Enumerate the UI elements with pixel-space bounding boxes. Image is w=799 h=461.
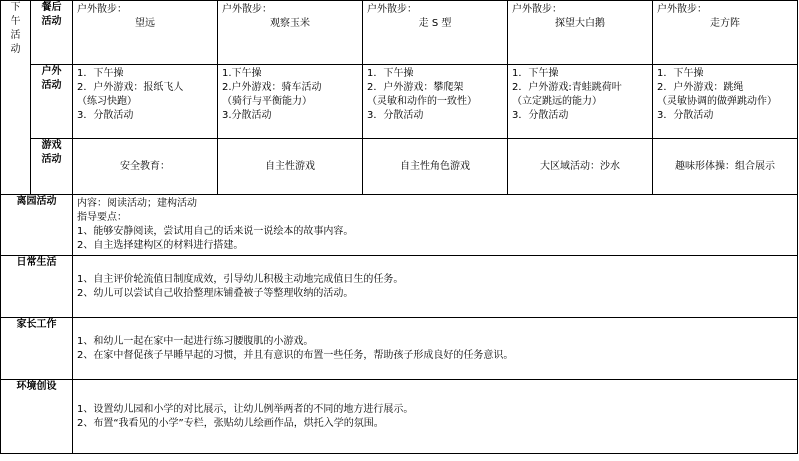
cell-prefix: 户外散步： <box>222 4 272 15</box>
list-item: 3．分散活动 <box>77 110 134 121</box>
content-line: 2、布置“我看见的小学”专栏，张贴幼儿绘画作品，烘托入学的氛围。 <box>77 417 384 429</box>
content-line: 2、自主选择建构区的材料进行搭建。 <box>77 240 244 251</box>
after-meal-cell-3 <box>363 1 508 65</box>
afternoon-label <box>1 1 31 195</box>
cell-prefix: 户外散步： <box>512 4 562 15</box>
environment-content <box>73 380 798 454</box>
content-line: 1、自主评价轮流值日制度成效，引导幼儿积极主动地完成值日生的任务。 <box>77 273 404 285</box>
games-cell-1: 安全教育： <box>73 139 218 195</box>
list-item: 3．分散活动 <box>367 110 424 121</box>
list-item: 2．户外游戏：跳绳 <box>657 82 744 93</box>
outdoor-cell-1 <box>73 65 218 139</box>
list-item: （练习快跑） <box>77 96 137 107</box>
outdoor-cell-2 <box>218 65 363 139</box>
content-line: 1、能够安静阅读，尝试用自己的话来说一说绘本的故事内容。 <box>77 226 354 237</box>
list-item: 3．分散活动 <box>657 110 714 121</box>
list-item: （骑行与平衡能力） <box>222 96 312 107</box>
leaving-content <box>73 195 798 256</box>
list-item: 1．下午操 <box>367 68 414 79</box>
content-line: 指导要点： <box>77 212 127 223</box>
cell-activity: 望远 <box>135 18 155 29</box>
list-item: 2.户外游戏：骑车活动 <box>222 82 322 93</box>
list-item: 2．户外游戏：报纸飞人 <box>77 82 184 93</box>
content-line: 内容：阅读活动；建构活动 <box>77 198 197 209</box>
list-item: 1．下午操 <box>77 68 124 79</box>
after-meal-cell-2 <box>218 1 363 65</box>
outdoor-label <box>31 65 73 139</box>
games-cell-5: 趣味形体操：组合展示 <box>653 139 798 195</box>
after-meal-cell-4 <box>508 1 653 65</box>
afternoon-label-text: 下午活动 <box>10 2 21 55</box>
list-item: 3.分散活动 <box>222 110 272 121</box>
games-cell-4: 大区域活动：沙水 <box>508 139 653 195</box>
after-meal-label <box>31 1 73 65</box>
content-line: 2、幼儿可以尝试自己收拾整理床铺叠被子等整理收纳的活动。 <box>77 287 354 299</box>
after-meal-row <box>1 1 798 65</box>
cell-prefix: 户外散步： <box>657 4 707 15</box>
outdoor-cell-4 <box>508 65 653 139</box>
list-item: 1．下午操 <box>657 68 704 79</box>
games-cell-2: 自主性游戏 <box>218 139 363 195</box>
list-item: 2．户外游戏：攀爬架 <box>367 82 464 93</box>
outdoor-cell-3 <box>363 65 508 139</box>
content-line: 2、在家中督促孩子早睡早起的习惯，并且有意识的布置一些任务，帮助孩子形成良好的任务意识。 <box>77 349 514 361</box>
environment-label: 环境创设 <box>1 380 73 454</box>
list-item: 2．户外游戏:青蛙跳荷叶 <box>512 82 622 93</box>
leaving-label: 离园活动 <box>1 195 73 256</box>
after-meal-cell-1 <box>73 1 218 65</box>
outdoor-cell-5 <box>653 65 798 139</box>
parent-work-row <box>1 318 798 380</box>
outdoor-row <box>1 65 798 139</box>
content-line: 1、设置幼儿园和小学的对比展示，让幼儿例举两者的不同的地方进行展示。 <box>77 403 414 415</box>
cell-prefix: 户外散步： <box>77 4 127 15</box>
cell-activity: 走 S 型 <box>418 18 452 29</box>
games-cell-3: 自主性角色游戏 <box>363 139 508 195</box>
games-label-text: 游戏活动 <box>41 140 62 165</box>
games-label <box>31 139 73 195</box>
cell-prefix: 户外散步： <box>367 4 417 15</box>
outdoor-label-text: 户外活动 <box>41 66 62 91</box>
cell-activity: 走方阵 <box>710 18 740 29</box>
daily-life-content <box>73 256 798 318</box>
cell-activity: 探望大白鹅 <box>555 18 605 29</box>
list-item: （灵敏和动作的一致性） <box>367 96 477 107</box>
list-item: （灵敏协调的做弹跳动作） <box>657 96 777 107</box>
environment-row <box>1 380 798 454</box>
after-meal-cell-5 <box>653 1 798 65</box>
cell-activity: 观察玉米 <box>270 18 310 29</box>
list-item: 1．下午操 <box>512 68 559 79</box>
parent-work-content <box>73 318 798 380</box>
list-item: 3．分散活动 <box>512 110 569 121</box>
after-meal-label-text: 餐后活动 <box>41 2 62 27</box>
games-row <box>1 139 798 195</box>
content-line: 1、和幼儿一起在家中一起进行练习腰腹肌的小游戏。 <box>77 335 314 347</box>
parent-work-label: 家长工作 <box>1 318 73 380</box>
list-item: （立定跳远的能力） <box>512 96 602 107</box>
list-item: 1.下午操 <box>222 68 262 79</box>
leaving-row <box>1 195 798 256</box>
daily-life-label: 日常生活 <box>1 256 73 318</box>
daily-life-row <box>1 256 798 318</box>
